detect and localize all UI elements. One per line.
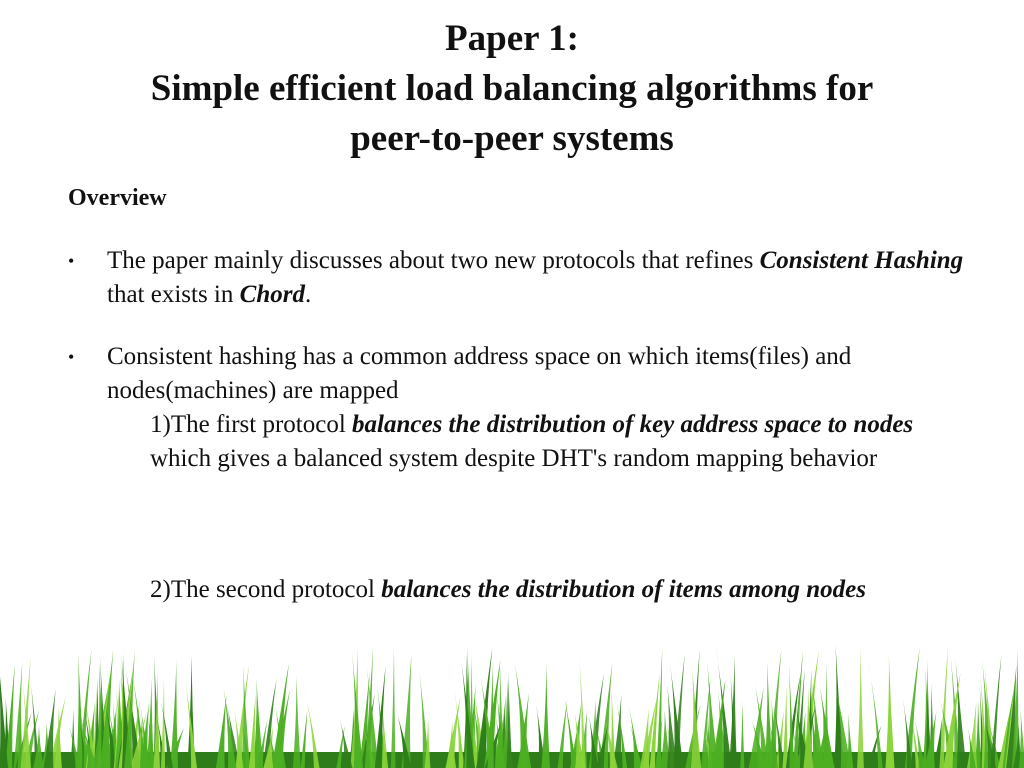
bullet-1-em-chord: Chord <box>239 281 305 308</box>
overview-heading: Overview <box>68 185 167 211</box>
sub-item-1-suffix: which gives a balanced system despite DHT's random mapping behavior <box>150 445 878 472</box>
title-line-1: Paper 1: <box>445 18 579 59</box>
bullet-1-part3: . <box>304 281 312 308</box>
sub-item-1-emphasis: balances the distribution of key address space to nodes <box>352 411 914 438</box>
bullet-text-1 <box>107 244 988 312</box>
bullet-1-part2: that exists in <box>107 281 240 308</box>
sub-item-2-prefix: 2)The second protocol <box>150 576 382 603</box>
title-line-3: peer-to-peer systems <box>350 118 674 159</box>
slide-title <box>0 14 1024 164</box>
bullet-item-1 <box>68 244 988 312</box>
sub-item-1 <box>150 408 970 476</box>
bullet-item-2 <box>68 340 988 408</box>
sub-item-2-emphasis: balances the distribution of items among nodes <box>381 576 866 603</box>
bullet-1-part1: The paper mainly discusses about two new protocols that refines <box>107 247 760 274</box>
title-line-2: Simple efficient load balancing algorithms for <box>150 68 874 109</box>
bullet-1-em-consistent-hashing: Consistent Hashing <box>759 247 964 274</box>
bullet-marker: • <box>68 251 75 271</box>
bullet-text-2: Consistent hashing has a common address space on which items(files) and nodes(machines) are mapped <box>107 343 852 404</box>
sub-item-1-prefix: 1)The first protocol <box>150 411 353 438</box>
bullet-marker: • <box>68 347 75 367</box>
grass-decoration <box>0 640 1024 768</box>
sub-item-2 <box>150 573 970 607</box>
